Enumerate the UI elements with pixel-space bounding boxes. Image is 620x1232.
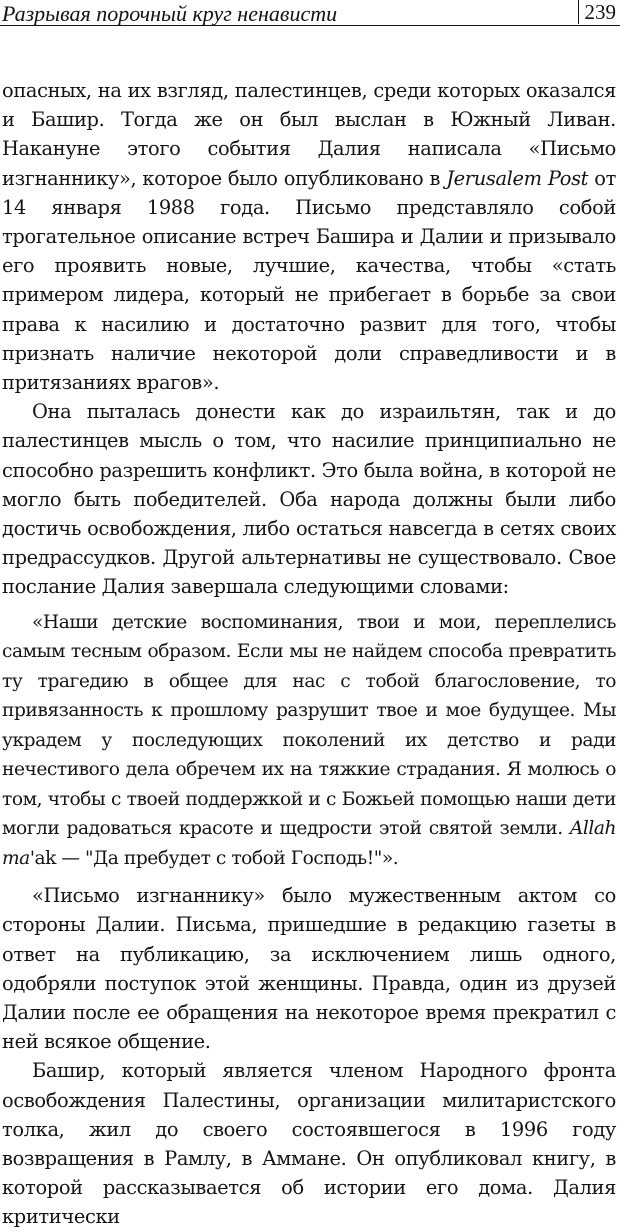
header-rule [0,25,620,26]
letter-quote-italic: Allah ma [2,818,616,869]
paragraph-1 [2,76,616,397]
letter-quote-text: «Наши детские воспоминания, твои и мои, переплелись самым тесным образом. Если мы не найдем способа превратить ту трагедию в общее для нас с тобой благословение, то привязанность к прошлому разрушит твое и мое будущее. Мы украдем у последующих поколений их детство и ради нечестивого дела обречем их на тяжкие страдания. Я молюсь о том, чтобы с твоей поддержкой и с Божьей помощью наши дети могли радоваться красоте и щедрости этой святой земли. [2,611,616,840]
page-number: 239 [578,0,617,24]
paragraph-3: «Письмо изгнаннику» было мужественным актом со стороны Далии. Письма, пришедшие в редакцию газеты в ответ на публикацию, за исключением лишь одного, одобряли поступок этой женщины. Правда, один из друзей Далии после ее обращения на некоторое время прекратил с ней всякое общение. [2,884,616,1054]
paragraph-1-text: опасных, на их взгляд, палестинцев, среди которых оказался и Башир. Тогда же он был выслан в Южный Ливан. Накануне этого события Далия написала «Письмо изгнаннику», которое было опубликовано в [2,79,616,190]
running-header-title: Разрывая порочный круг ненависти [2,1,338,26]
letter-quote [2,608,616,874]
paragraph-1-text-end: от 14 января 1988 года. Письмо представляло собой трогательное описание встреч Башира и Далии и призывало его проявить новые, лучшие, качества, чтобы «стать примером лидера, который не прибегает в борьбе за свои права к насилию и достаточно развит для того, чтобы признать наличие некоторой доли справедливости и в притязаниях врагов». [2,166,616,395]
page-body [2,76,616,1232]
paragraph-4: Башир, который является членом Народного фронта освобождения Палестины, организации милитаристского толка, жил до своего состоявшегося в 1996 году возвращения в Рамлу, в Аммане. Он опубликовал книгу, в которой рассказывается об истории его дома. Далия критически [2,1059,616,1229]
paragraph-2: Она пыталась донести как до израильтян, так и до палестинцев мысль о том, что насилие принципиально не способно разрешить конфликт. Это была война, в которой не могло быть победителей. Оба народа должны были либо достичь освобождения, либо остаться навсегда в сетях своих предрассудков. Другой альтернативы не существовало. Свое послание Далия завершала следующими словами: [2,400,616,599]
running-header [0,0,620,30]
letter-quote-end: 'ak — "Да пребудет с тобой Господь!"». [29,847,399,869]
newspaper-title: Jerusalem Post [446,166,589,190]
